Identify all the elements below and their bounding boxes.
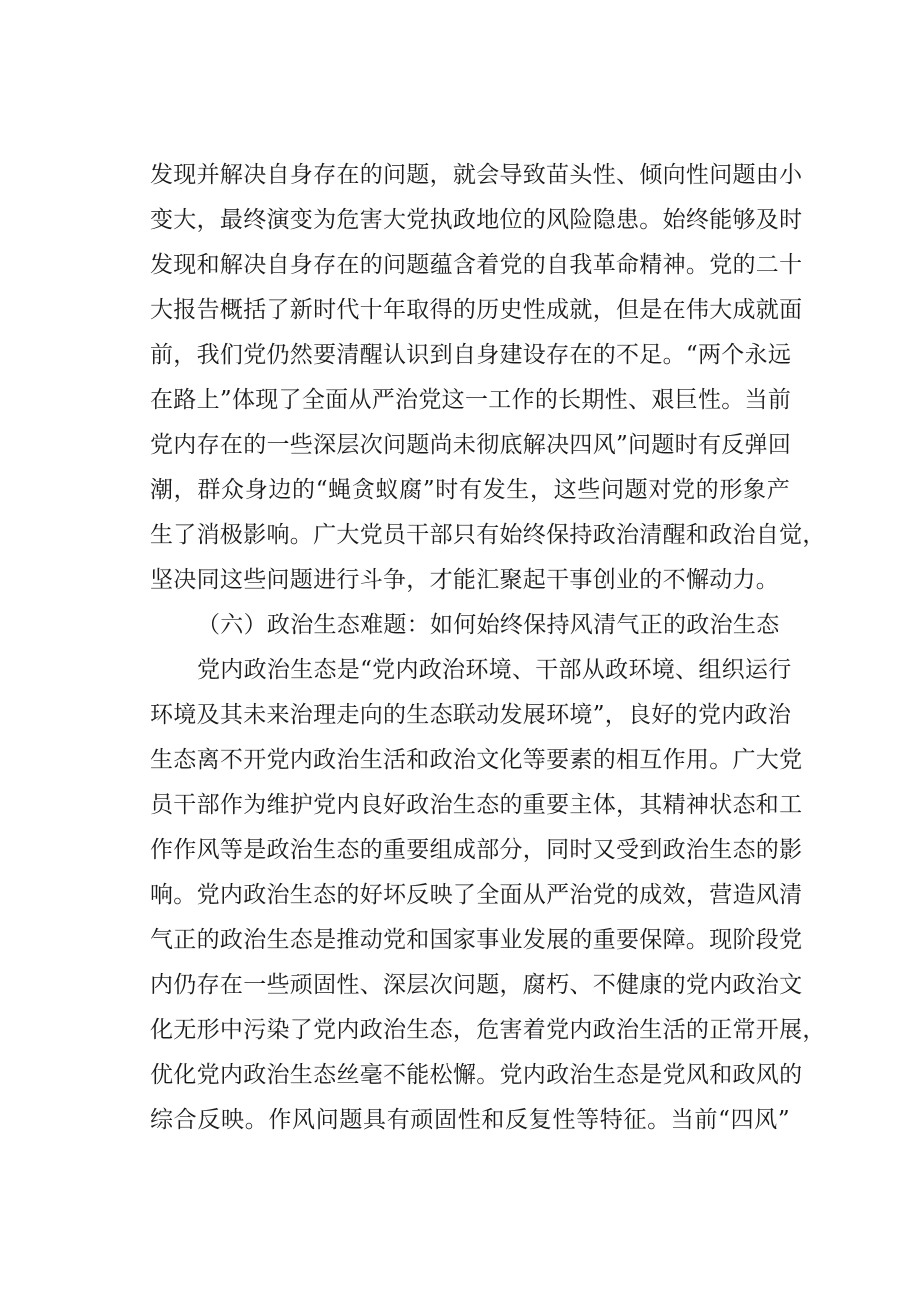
body-text-line: 化无形中污染了党内政治生态，危害着党内政治生活的正常开展，	[150, 1017, 826, 1043]
body-text-line: 大报告概括了新时代十年取得的历史性成就，但是在伟大成就面	[150, 297, 803, 323]
body-text-line: 生态离不开党内政治生活和政治文化等要素的相互作用。广大党	[150, 747, 803, 773]
body-text-line: 环境及其未来治理走向的生态联动发展环境”，良好的党内政治	[150, 702, 792, 728]
body-text-line: 发现并解决自身存在的问题，就会导致苗头性、倾向性问题由小	[150, 162, 803, 188]
body-text-line: 在路上”体现了全面从严治党这一工作的长期性、艰巨性。当前	[150, 387, 792, 413]
body-text-line: 响。党内政治生态的好坏反映了全面从严治党的成效，营造风清	[150, 882, 803, 908]
body-text-line: 气正的政治生态是推动党和国家事业发展的重要保障。现阶段党	[150, 927, 803, 953]
body-text-line: 党内存在的一些深层次问题尚未彻底解决四风”问题时有反弹回	[150, 432, 792, 458]
body-text-line: 内仍存在一些顽固性、深层次问题，腐朽、不健康的党内政治文	[150, 972, 803, 998]
body-text-line: 作作风等是政治生态的重要组成部分，同时又受到政治生态的影	[150, 837, 803, 863]
body-text-line: 综合反映。作风问题具有顽固性和反复性等特征。当前“四风”	[150, 1107, 790, 1133]
section-heading: （六）政治生态难题：如何始终保持风清气正的政治生态	[197, 612, 780, 638]
body-text-line: 变大，最终演变为危害大党执政地位的风险隐患。始终能够及时	[150, 207, 803, 233]
body-text-line: 发现和解决自身存在的问题蕴含着党的自我革命精神。党的二十	[150, 252, 803, 278]
body-text-line: 潮，群众身边的“蝇贪蚁腐”时有发生，这些问题对党的形象产	[150, 477, 790, 503]
body-text-line: 生了消极影响。广大党员干部只有始终保持政治清醒和政治自觉，	[150, 522, 826, 548]
body-text-line: 党内政治生态是“党内政治环境、干部从政环境、组织运行	[197, 657, 792, 683]
body-text-line: 坚决同这些问题进行斗争，才能汇聚起干事创业的不懈动力。	[150, 567, 780, 593]
body-text-line: 员干部作为维护党内良好政治生态的重要主体，其精神状态和工	[150, 792, 803, 818]
body-text-line: 前，我们党仍然要清醒认识到自身建设存在的不足。“两个永远	[150, 342, 792, 368]
body-text-line: 优化党内政治生态丝毫不能松懈。党内政治生态是党风和政风的	[150, 1062, 803, 1088]
